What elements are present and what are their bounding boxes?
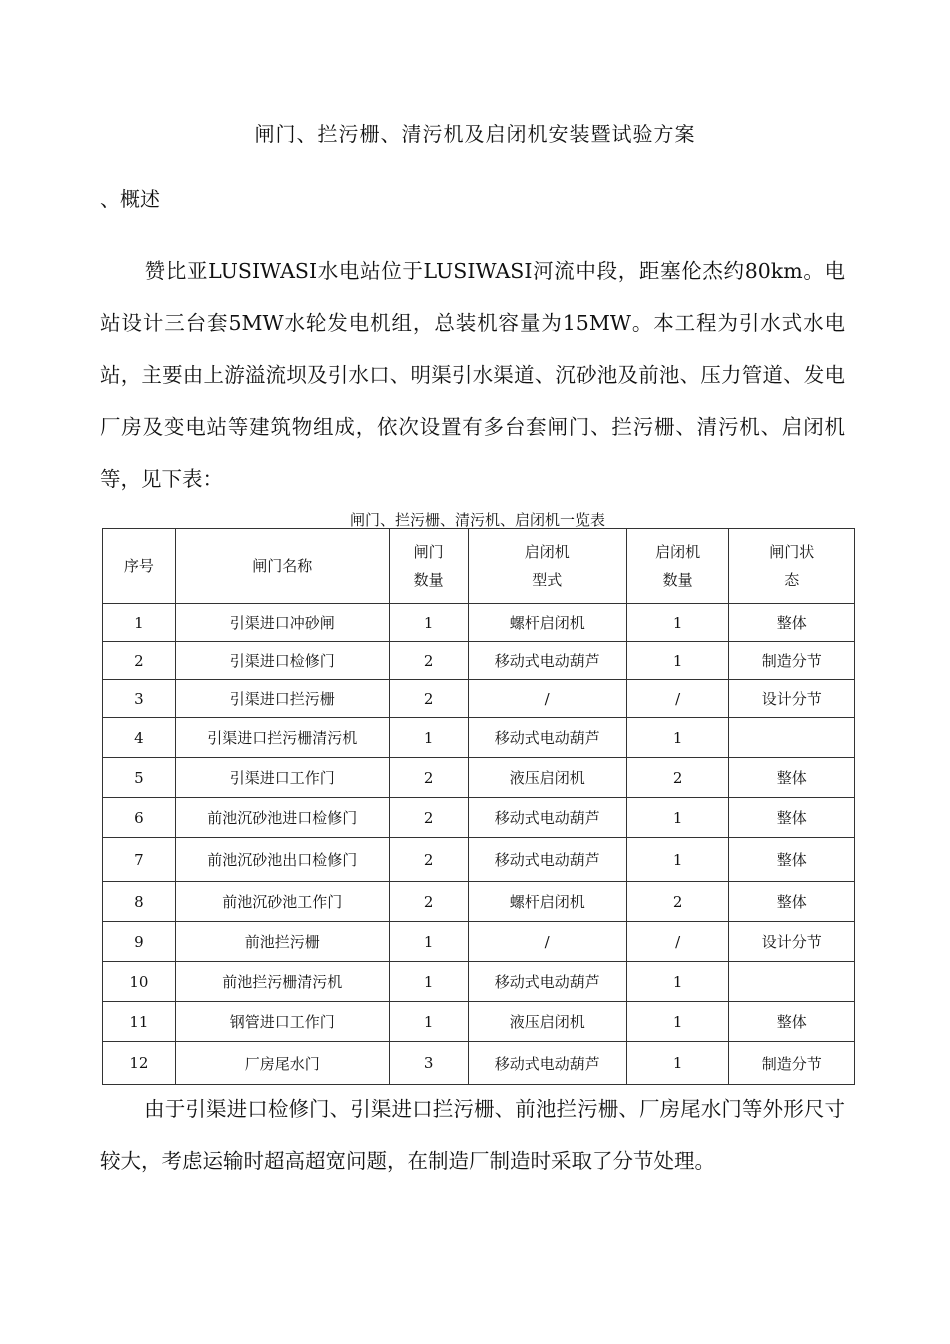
table-cell: 12 [103,1042,176,1085]
table-cell: 1 [103,604,176,642]
table-cell [729,962,855,1002]
table-cell: 整体 [729,758,855,798]
table-cell: 移动式电动葫芦 [468,718,626,758]
table-cell: 整体 [729,1002,855,1042]
table-cell: 设计分节 [729,922,855,962]
header-cell-text: 闸门 [413,543,444,561]
table-cell: 引渠进口拦污栅清污机 [175,718,389,758]
table-cell: 整体 [729,798,855,838]
table-cell: 5 [103,758,176,798]
header-cell-text: 闸门状 [769,543,815,561]
intro-paragraph [100,245,845,505]
table-cell: 1 [389,604,468,642]
table-cell: / [468,922,626,962]
table-cell: 整体 [729,604,855,642]
section-heading: 、概述 [100,187,160,211]
table-cell: 引渠进口检修门 [175,642,389,680]
header-cell [175,529,389,604]
table-cell: 2 [389,758,468,798]
closing-paragraph [100,1083,845,1187]
header-cell-text: 闸门名称 [252,557,313,575]
table-cell: 设计分节 [729,680,855,718]
table-row [103,922,855,962]
table-cell: 2 [389,838,468,882]
table-cell: 移动式电动葫芦 [468,838,626,882]
table-cell: 1 [389,718,468,758]
document-title: 闸门、拦污栅、清污机及启闭机安装暨试验方案 [254,122,696,146]
table-cell: 1 [389,962,468,1002]
table-cell: 移动式电动葫芦 [468,962,626,1002]
table-cell: 引渠进口冲砂闸 [175,604,389,642]
table-cell: 前池沉砂池进口检修门 [175,798,389,838]
table-cell: 2 [389,642,468,680]
intro-paragraph-text: 赞比亚LUSIWASI水电站位于LUSIWASI河流中段，距塞伦杰约80km。电站设计三台套5MW水轮发电机组，总装机容量为15MW。本工程为引水式水电站，主要由上游溢流坝及引水口、明渠引水渠道、沉砂池及前池、压力管道、发电厂房及变电站等建筑物组成，依次设置有多台套闸门、拦污栅、清污机、启闭机等，见下表： [100,259,845,491]
table-cell: 前池沉砂池出口检修门 [175,838,389,882]
table-cell: 11 [103,1002,176,1042]
header-cell-text: 态 [784,571,800,589]
table-cell: / [468,680,626,718]
header-cell-text: 序号 [123,557,154,575]
table-cell: 1 [389,922,468,962]
table-cell: 1 [626,604,729,642]
table-header-row [103,529,855,604]
table-cell [729,718,855,758]
table-row [103,758,855,798]
header-cell-text: 数量 [413,571,444,589]
table-cell: 2 [389,798,468,838]
table-cell: 10 [103,962,176,1002]
table-row [103,838,855,882]
table-cell: / [626,922,729,962]
table-cell: 1 [626,962,729,1002]
table-cell: 9 [103,922,176,962]
header-cell [468,529,626,604]
table-caption: 闸门、拦污栅、清污机、启闭机一览表 [349,511,605,529]
table-cell: 制造分节 [729,642,855,680]
header-cell [389,529,468,604]
closing-paragraph-text: 由于引渠进口检修门、引渠进口拦污栅、前池拦污栅、厂房尾水门等外形尺寸较大，考虑运输时超高超宽问题，在制造厂制造时采取了分节处理。 [100,1097,845,1173]
table-cell: 1 [626,798,729,838]
table-cell: 4 [103,718,176,758]
header-cell-text: 启闭机 [524,543,570,561]
table-row [103,718,855,758]
table-cell: 前池拦污栅清污机 [175,962,389,1002]
header-cell-text: 数量 [662,571,693,589]
header-cell [729,529,855,604]
table-cell: 钢管进口工作门 [175,1002,389,1042]
table-cell: 1 [626,838,729,882]
table-cell: 前池沉砂池工作门 [175,882,389,922]
table-cell: 前池拦污栅 [175,922,389,962]
table-row [103,882,855,922]
table-cell: 制造分节 [729,1042,855,1085]
header-cell [103,529,176,604]
header-cell [626,529,729,604]
table-cell: 3 [389,1042,468,1085]
table-row [103,1042,855,1085]
table-cell: 整体 [729,882,855,922]
table-row [103,962,855,1002]
table-cell: 移动式电动葫芦 [468,642,626,680]
table-row [103,642,855,680]
table-row [103,1002,855,1042]
table-cell: 整体 [729,838,855,882]
table-cell: 1 [626,718,729,758]
header-cell-text: 启闭机 [655,543,701,561]
table-cell: 2 [389,882,468,922]
table-cell: 移动式电动葫芦 [468,1042,626,1085]
table-row [103,604,855,642]
table-cell: 6 [103,798,176,838]
table-cell: 8 [103,882,176,922]
table-cell: 1 [389,1002,468,1042]
table-cell: 7 [103,838,176,882]
table-cell: 1 [626,642,729,680]
table-row [103,680,855,718]
table-cell: 螺杆启闭机 [468,882,626,922]
table-cell: 引渠进口工作门 [175,758,389,798]
table-cell: 厂房尾水门 [175,1042,389,1085]
table-cell: 1 [626,1042,729,1085]
header-cell-text: 型式 [532,571,563,589]
table-cell: 螺杆启闭机 [468,604,626,642]
table-cell: 2 [626,758,729,798]
equipment-table [102,528,855,1085]
table-cell: 1 [626,1002,729,1042]
table-cell: 移动式电动葫芦 [468,798,626,838]
table-cell: 2 [103,642,176,680]
table-body [103,604,855,1085]
table-row [103,798,855,838]
table-cell: / [626,680,729,718]
table-cell: 液压启闭机 [468,1002,626,1042]
table-cell: 液压启闭机 [468,758,626,798]
table-cell: 3 [103,680,176,718]
table-cell: 2 [626,882,729,922]
table-cell: 2 [389,680,468,718]
table-cell: 引渠进口拦污栅 [175,680,389,718]
